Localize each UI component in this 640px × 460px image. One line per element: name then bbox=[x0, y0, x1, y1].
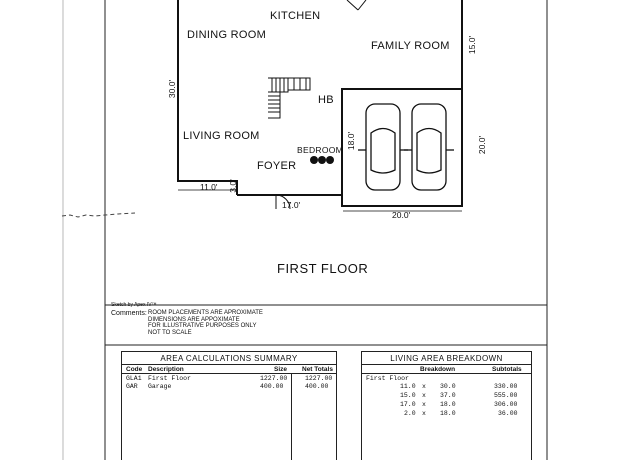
col-subtotals: Subtotals bbox=[492, 366, 522, 373]
right-upper-dimension: 15.0' bbox=[467, 35, 477, 55]
comments-notes bbox=[148, 310, 263, 336]
area-summary-title: AREA CALCULATIONS SUMMARY bbox=[160, 354, 298, 363]
comment-line: NOT TO SCALE bbox=[148, 329, 192, 336]
comment-line: FOR ILLUSTRATIVE PURPOSES ONLY bbox=[148, 323, 257, 329]
dining-room-label: DINING ROOM bbox=[187, 29, 267, 41]
table-row-description: First Floor bbox=[148, 375, 191, 382]
table-row-net: 400.00 bbox=[305, 383, 329, 390]
table-row-description: Garage bbox=[148, 383, 172, 390]
foyer-step-dimension: 3.0' bbox=[228, 179, 238, 193]
floor-title: FIRST FLOOR bbox=[277, 261, 369, 276]
family-room-label: FAMILY ROOM bbox=[371, 40, 450, 52]
breakdown-row-b: 30.0 bbox=[440, 383, 456, 390]
breakdown-row-subtotal: 36.00 bbox=[498, 410, 518, 417]
breakdown-row-a: 15.0 bbox=[400, 392, 416, 399]
living-breakdown-title: LIVING AREA BREAKDOWN bbox=[390, 354, 503, 363]
comment-line: ROOM PLACEMENTS ARE APROXIMATE bbox=[148, 310, 263, 316]
comments-label: Comments: bbox=[111, 310, 147, 317]
garage-width-dimension: 20.0' bbox=[392, 210, 411, 220]
garage-inner-depth-dimension: 18.0' bbox=[346, 131, 356, 151]
front-width-dimension: 17.0' bbox=[282, 200, 301, 210]
col-breakdown: Breakdown bbox=[420, 366, 456, 373]
garage-outer-depth-dimension: 20.0' bbox=[477, 135, 487, 155]
living-room-label: LIVING ROOM bbox=[183, 130, 260, 142]
col-description: Description bbox=[148, 366, 184, 373]
foyer-width-dimension: 11.0' bbox=[200, 182, 218, 192]
breakdown-row-a: 17.0 bbox=[400, 401, 416, 408]
breakdown-row-x: x bbox=[422, 392, 426, 399]
breakdown-row-b: 18.0 bbox=[440, 401, 456, 408]
col-size: Size bbox=[274, 366, 288, 373]
breakdown-section-label: First Floor bbox=[366, 375, 409, 382]
breakdown-row-a: 11.0 bbox=[400, 383, 416, 390]
breakdown-row-a: 2.0 bbox=[404, 410, 416, 417]
foyer-label: FOYER bbox=[257, 160, 297, 172]
living-area-breakdown-table bbox=[361, 351, 532, 460]
breakdown-row-x: x bbox=[422, 401, 426, 408]
table-row-size: 400.00 bbox=[260, 383, 284, 390]
left-height-dimension: 30.0' bbox=[167, 79, 177, 99]
breakdown-row-b: 37.0 bbox=[440, 392, 456, 399]
breakdown-row-b: 18.0 bbox=[440, 410, 456, 417]
breakdown-row-subtotal: 555.00 bbox=[494, 392, 518, 399]
table-row-code: GAR bbox=[126, 383, 138, 390]
breakdown-row-x: x bbox=[422, 383, 426, 390]
table-row-net: 1227.00 bbox=[305, 375, 333, 382]
table-row-code: GLA1 bbox=[126, 375, 142, 382]
hb-label: HB bbox=[318, 94, 334, 106]
breakdown-row-subtotal: 330.00 bbox=[494, 383, 518, 390]
sketch-credit: Sketch by Apex IV™ bbox=[111, 302, 157, 308]
bedroom-label: BEDROOM bbox=[297, 145, 344, 155]
table-row-size: 1227.00 bbox=[260, 375, 288, 382]
breakdown-row-subtotal: 306.00 bbox=[494, 401, 518, 408]
col-code: Code bbox=[126, 366, 143, 373]
kitchen-label: KITCHEN bbox=[270, 10, 321, 22]
col-net-totals: Net Totals bbox=[302, 366, 333, 373]
area-calculations-table bbox=[121, 351, 337, 460]
breakdown-row-x: x bbox=[422, 410, 426, 417]
comment-line: DIMENSIONS ARE APPOXIMATE bbox=[148, 316, 240, 323]
